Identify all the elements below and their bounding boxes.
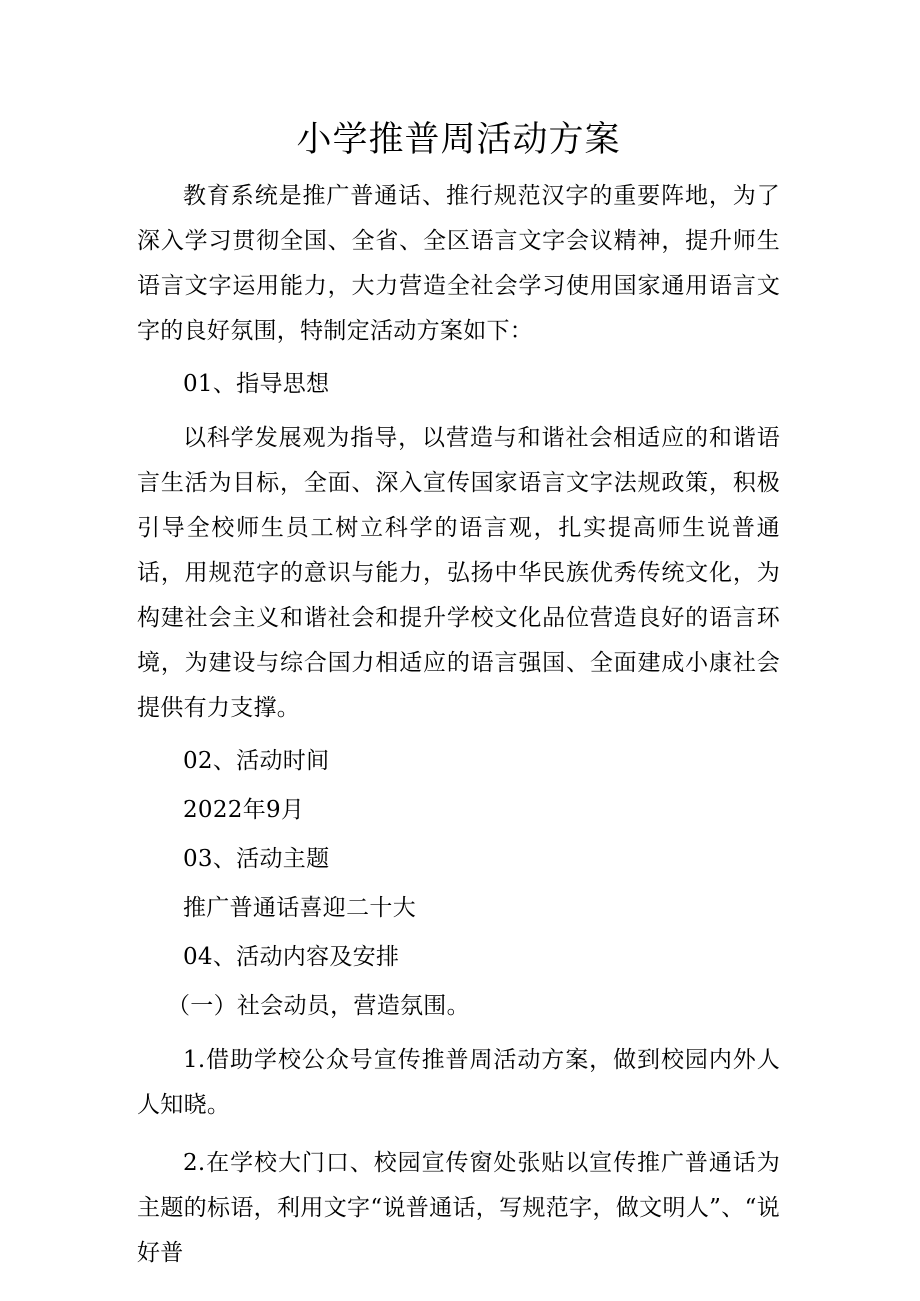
section-heading-activity-theme: 03、活动主题 <box>183 846 330 872</box>
guiding-thought-paragraph: 以科学发展观为指导，以营造与和谐社会相适应的和谐语言生活为目标，全面、深入宣传国家语言文字法规政策，积极引导全校师生员工树立科学的语言观，扎实提高师生说普通话，用规范字的意识与能力，弘扬中华民族优秀传统文化，为构建社会主义和谐社会和提升学校文化品位营造良好的语言环境，为建设与综合国力相适应的语言强国、全面建成小康社会提供有力支撑。 <box>137 425 780 721</box>
document-title: 小学推普周活动方案 <box>296 120 621 160</box>
activity-theme-value: 推广普通话喜迎二十大 <box>183 895 416 921</box>
item-1-paragraph: 1.借助学校公众号宣传推普周活动方案，做到校园内外人人知晓。 <box>137 1047 780 1118</box>
section-heading-guiding-thought: 01、指导思想 <box>183 371 330 397</box>
subsection-heading-mobilization: （一）社会动员，营造氛围。 <box>167 993 470 1019</box>
document-content <box>137 112 780 1289</box>
section-heading-activity-time: 02、活动时间 <box>183 748 330 774</box>
section-heading-activity-content: 04、活动内容及安排 <box>183 944 400 970</box>
intro-paragraph: 教育系统是推广普通话、推行规范汉字的重要阵地，为了深入学习贯彻全国、全省、全区语言文字会议精神，提升师生语言文字运用能力，大力营造全社会学习使用国家通用语言文字的良好氛围，特制定活动方案如下： <box>137 183 780 344</box>
activity-time-value: 2022年9月 <box>183 797 305 823</box>
item-2-paragraph: 2.在学校大门口、校园宣传窗处张贴以宣传推广普通话为主题的标语，利用文字“说普通话，写规范字，做文明人”、“说好普 <box>137 1150 780 1266</box>
